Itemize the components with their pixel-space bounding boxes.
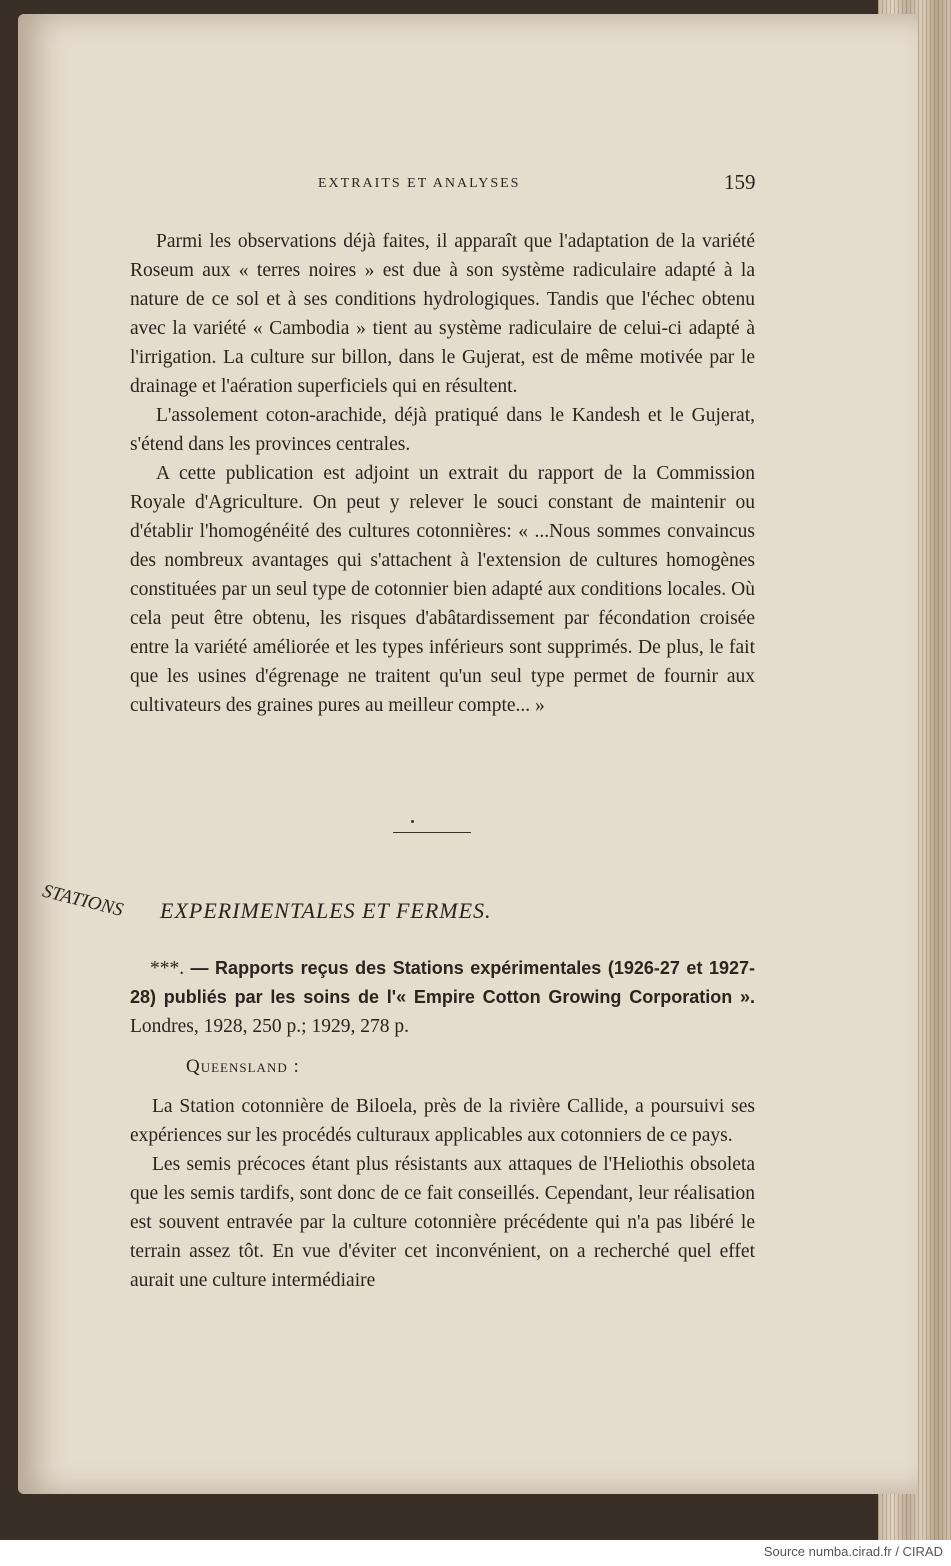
subheading-queensland: Queensland : [186, 1056, 300, 1077]
paragraph: Parmi les observations déjà faites, il apparaît que l'adaptation de la variété Roseum aux « terres noires » est due à son système radiculaire adapté à la nature de ce sol et à ses conditions hydrologiques. Tandis que l'échec obtenu avec la variété « Cambodia » tient au système radiculaire de celui-ci adapté à l'irrigation. La culture sur billon, dans le Gujerat, est de même motivée par le drainage et l'aération superficiels qui en résultent. [130, 231, 755, 397]
entry-marker: ***. [150, 958, 185, 979]
source-credit: Source numba.cirad.fr / CIRAD [763, 1544, 943, 1559]
section-divider-ornament [393, 820, 471, 834]
paragraph: La Station cotonnière de Biloela, près de la rivière Callide, a poursuivi ses expériences sur les procédés culturaux applicables aux cotonniers de ce pays. [130, 1096, 755, 1146]
queensland-text [130, 1092, 755, 1295]
paragraph: L'assolement coton-arachide, déjà pratiqué dans le Kandesh et le Gujerat, s'étend dans les provinces centrales. [130, 405, 755, 455]
running-head: EXTRAITS ET ANALYSES [318, 176, 521, 191]
entry-citation: Londres, 1928, 250 p.; 1929, 278 p. [130, 1016, 409, 1037]
page-number: 159 [724, 170, 756, 194]
section-heading-rest: EXPERIMENTALES ET FERMES. [160, 898, 492, 923]
section-heading [40, 876, 600, 926]
section-heading-first-word: STATIONS [40, 880, 126, 921]
paragraph: A cette publication est adjoint un extrait du rapport de la Commission Royale d'Agriculture. On peut y relever le souci constant de maintenir ou d'établir l'homogénéité des cultures cotonnières: « ...Nous sommes convaincus des nombreux avantages qui s'attachent à l'extension de cultures homogènes constituées par un seul type de cotonnier bien adapté aux conditions locales. Où cela peut être obtenu, les risques d'abâtardissement par fécondation croisée entre la variété améliorée et les types inférieurs sont supprimés. De plus, le fait que les usines d'égrenage ne traitent qu'un seul type permet de fournir aux cultivateurs des graines pures au meilleur compte... » [130, 463, 755, 716]
body-text [130, 227, 755, 720]
bibliographic-entry [130, 954, 755, 1041]
paragraph: Les semis précoces étant plus résistants aux attaques de l'Heliothis obsoleta que les semis tardifs, sont donc de ce fait conseillés. Cependant, leur réalisation est souvent entravée par la culture cotonnière précédente qui n'a pas libéré le terrain assez tôt. En vue d'éviter cet inconvénient, on a recherché quel effet aurait une culture intermédiaire [130, 1154, 755, 1291]
entry-title: — Rapports reçus des Stations expérimentales (1926-27 et 1927-28) publiés par les soins de l'« Empire Cotton Growing Corporation ». [130, 958, 756, 1007]
